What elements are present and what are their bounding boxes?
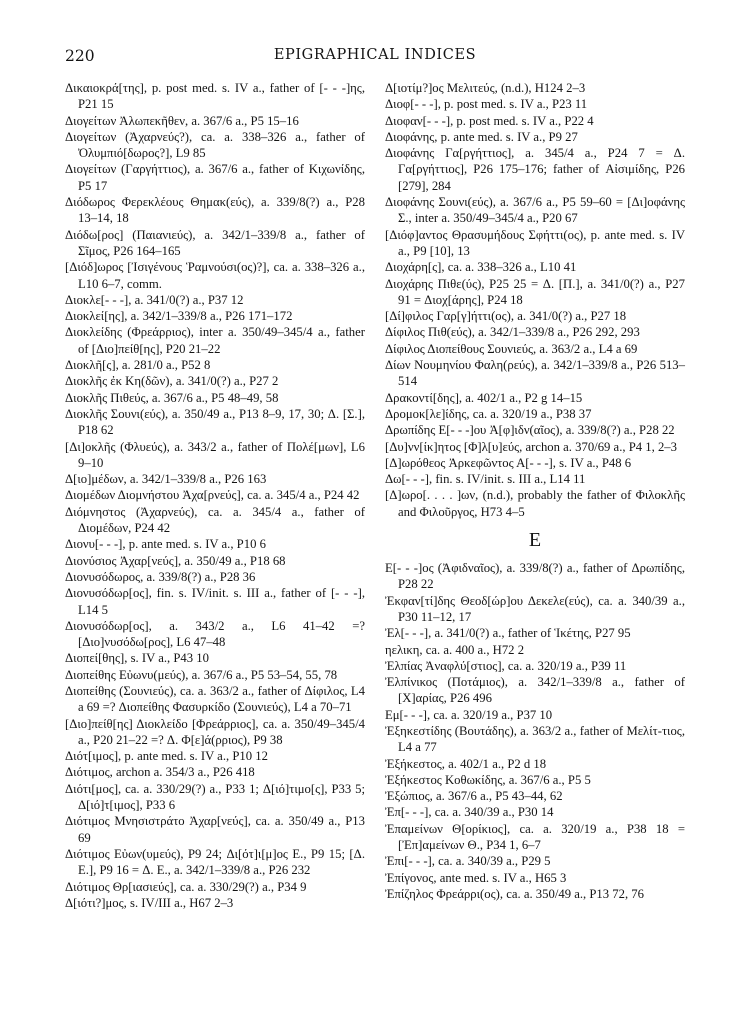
- index-entry: Διοκλῆς ἐκ Κη(δῶν), a. 341/0(?) a., P27 2: [65, 374, 279, 389]
- index-entry: Διοκλῆ[ς], a. 281/0 a., P52 8: [65, 358, 211, 373]
- right-column: [385, 80, 685, 902]
- index-entry: Διοπείθης (Σουνιεύς), ca. a. 363/2 a., father of Δίφιλος, L4 a 69 =? Διοπείθης Φασυρκίδο (Σουνιεύς), L4 a 70–71: [65, 683, 365, 715]
- index-entry: Διοκλεί[ης], a. 342/1–339/8 a., P26 171–172: [65, 309, 293, 324]
- index-entry: Διόδωρος Φερεκλέους Θημακ(εύς), a. 339/8(?) a., P28 13–14, 18: [65, 195, 365, 226]
- index-entry: Διονυσόδωρ[ος], a. 343/2 a., L6 41–42 =? [Διο]νυσόδω[ρος], L6 47–48: [65, 618, 365, 650]
- index-entry: [Δι]οκλῆς (Φλυεύς), a. 343/2 a., father of Πολέ[μων], L6 9–10: [65, 439, 365, 470]
- index-entry: Ἐλπίνικος (Ποτάμιος), a. 342/1–339/8 a., father of [Χ]αρίας, P26 496: [385, 675, 685, 706]
- index-entry: Διότιμος Εὐων(υμεύς), P9 24; Δι[ότ]ι[μ]ος Ε., P9 15; [Δ. Ε.], P9 16 = Δ. Ε., a. 342/1–339/8 a., P26 232: [65, 846, 365, 878]
- index-entry: Διονύσιος Ἀχαρ[νεύς], a. 350/49 a., P18 68: [65, 553, 286, 568]
- index-entry: Διογείτων (Γαργήττιος), a. 367/6 a., father of Κιχωνίδης, P5 17: [65, 162, 365, 193]
- index-entry: Εμ[- - -], ca. a. 320/19 a., P37 10: [385, 707, 553, 722]
- index-entry: Ἐπ[- - -], ca. a. 340/39 a., P30 14: [385, 805, 554, 820]
- index-entry: Ἐπίγονος, ante med. s. IV a., H65 3: [385, 870, 567, 885]
- index-entry: Διοχάρης Πιθε(ύς), P25 25 = Δ. [Π.], a. 341/0(?) a., P27 91 = Διοχ[άρης], P24 18: [385, 276, 685, 307]
- index-entry: Δ[ιότι?]μος, s. IV/III a., H67 2–3: [65, 895, 234, 910]
- index-entry: Δίφιλος Διοπείθους Σουνιεύς, a. 363/2 a., L4 a 69: [385, 341, 638, 356]
- index-entry: [Δί]φιλος Γαρ[γ]ήττι(ος), a. 341/0(?) a., P27 18: [385, 309, 627, 324]
- index-entry: [Διο]πείθ[ης] Διοκλείδο [Φρεάρριος], ca. a. 350/49–345/4 a., P20 21–22 =? Δ. Φ[ε]ά(ρριος), P9 38: [65, 716, 365, 747]
- index-entry: Διονυ[- - -], p. ante med. s. IV a., P10 6: [65, 537, 266, 552]
- running-head: EPIGRAPHICAL INDICES: [273, 47, 477, 63]
- index-entry: Δω[- - -], fin. s. IV/init. s. III a., L14 11: [385, 472, 586, 487]
- index-entry: [Δ]ωρο[. . . . ]ων, (n.d.), probably the father of Φιλοκλῆς and Φιλοῦργος, H73 4–5: [385, 488, 685, 519]
- index-entry: Δρομοκ[λε]ίδης, ca. a. 320/19 a., P38 37: [385, 406, 592, 421]
- index-entry: Ἐπίζηλος Φρεάρρι(ος), ca. a. 350/49 a., P13 72, 76: [385, 886, 644, 901]
- index-entry: Δρακοντί[δης], a. 402/1 a., P2 g 14–15: [385, 390, 583, 405]
- index-entry: Δικαιοκρά[της], p. post med. s. IV a., father of [- - -]ης, P21 15: [65, 81, 365, 112]
- index-entry: Διότιμος Μνησιστράτο Ἀχαρ[νεύς], ca. a. 350/49 a., P13 69: [65, 814, 365, 845]
- right-column-epsilon-entries: [385, 560, 685, 902]
- index-entry: Ἐλπίας Ἀναφλύ[στιος], ca. a. 320/19 a., P39 11: [385, 658, 627, 673]
- index-entry: Διονυσόδωρος, a. 339/8(?) a., P28 36: [65, 569, 256, 584]
- index-entry: [Δυ]νν[ίκ]ητος [Φ]λ[υ]εύς, archon a. 370/69 a., P4 1, 2–3: [385, 439, 677, 454]
- index-entry: Ἐλ[- - -], a. 341/0(?) a., father of Ἱκέτης, P27 95: [385, 626, 631, 641]
- index-entry: Διότιμος, archon a. 354/3 a., P26 418: [65, 765, 255, 780]
- index-entry: Ἐξήκεστος Κοθωκίδης, a. 367/6 a., P5 5: [385, 772, 591, 787]
- index-entry: Δίφιλος Πιθ(εύς), a. 342/1–339/8 a., P26 292, 293: [385, 325, 640, 340]
- index-entry: [Δ]ωρόθεος Ἀρκεφῶντος Α[- - -], s. IV a., P48 6: [385, 455, 632, 470]
- index-entry: Διοκλῆς Πιθεύς, a. 367/6 a., P5 48–49, 58: [65, 390, 279, 405]
- index-entry: Δρωπίδης Ε[- - -]ου Ἀ[φ]ιδν(αῖος), a. 339/8(?) a., P28 22: [385, 423, 675, 438]
- index-entry: Διοπεί[θης], s. IV a., P43 10: [65, 651, 209, 666]
- index-entry: Ἐπι[- - -], ca. a. 340/39 a., P29 5: [385, 854, 551, 869]
- index-entry: [Διόδ]ωρος [Ἰσιγένους Ῥαμνούσι(ος)?], ca. a. 338–326 a., L10 6–7, comm.: [65, 260, 365, 291]
- index-entry: Διοφάνης, p. ante med. s. IV a., P9 27: [385, 129, 578, 144]
- section-letter: E: [528, 529, 542, 552]
- index-entry: Ε[- - -]ος (Ἀφιδναῖος), a. 339/8(?) a., father of Δρωπίδης, P28 22: [385, 561, 685, 592]
- index-entry: Διόδω[ρος] (Παιανιεύς), a. 342/1–339/8 a., father of Σῖμος, P26 164–165: [65, 227, 365, 258]
- index-entry: ηελικη, ca. a. 400 a., H72 2: [385, 642, 525, 657]
- index-entry: Ἐκφαν[τί]δης Θεοδ[ώρ]ου Δεκελε(εύς), ca. a. 340/39 a., P30 11–12, 17: [385, 593, 685, 624]
- index-entry: Διοφαν[- - -], p. post med. s. IV a., P22 4: [385, 113, 594, 128]
- index-entry: Διότ[ιμος], p. ante med. s. IV a., P10 12: [65, 749, 268, 764]
- index-entry: Διότιμος Θρ[ιασιεύς], ca. a. 330/29(?) a., P34 9: [65, 879, 307, 894]
- page-header: [65, 47, 685, 71]
- index-entry: Διοπείθης Εὐωνυ(μεύς), a. 367/6 a., P5 53–54, 55, 78: [65, 667, 338, 682]
- index-entry: Διοκλε[- - -], a. 341/0(?) a., P37 12: [65, 292, 244, 307]
- index-entry: Ἐξηκεστίδης (Βουτάδης), a. 363/2 a., father of Μελίτ-τιος, L4 a 77: [385, 723, 685, 755]
- index-entry: [Διόφ]αντος Θρασυμήδους Σφήττι(ος), p. ante med. s. IV a., P9 [10], 13: [385, 227, 685, 258]
- index-entry: Διοφάνης Γα[ργήττιος], a. 345/4 a., P24 7 = Δ. Γα[ργήττιος], P26 175–176; father of Αἰσιμίδης, P26 [279], 284: [385, 146, 685, 193]
- left-column: [65, 80, 365, 911]
- index-entry: Διονυσόδωρ[ος], fin. s. IV/init. s. III a., father of [- - -], L14 5: [65, 586, 365, 617]
- index-entry: Διοχάρη[ς], ca. a. 338–326 a., L10 41: [385, 260, 577, 275]
- index-entry: Δ[ιοτίμ?]ος Μελιτεύς, (n.d.), H124 2–3: [385, 81, 586, 95]
- page-number: 220: [65, 47, 95, 65]
- index-entry: Ἐπαμείνων Θ[ορίκιος], ca. a. 320/19 a., P38 18 = [Ἐπ]αμείνων Θ., P34 1, 6–7: [385, 821, 685, 853]
- index-entry: Ἐξώπιος, a. 367/6 a., P5 43–44, 62: [385, 789, 563, 804]
- index-entry: Διότι[μος], ca. a. 330/29(?) a., P33 1; Δ[ιό]τιμο[ς], P33 5; Δ[ιό]τ[ιμος], P33 6: [65, 781, 365, 813]
- index-entry: Δ[ιο]μέδων, a. 342/1–339/8 a., P26 163: [65, 472, 267, 487]
- index-entry: Διοφ[- - -], p. post med. s. IV a., P23 11: [385, 97, 588, 112]
- index-entry: Διοκλῆς Σουνι(εύς), a. 350/49 a., P13 8–9, 17, 30; Δ. [Σ.], P18 62: [65, 406, 365, 438]
- index-entry: Διογείτων (Ἀχαρνεύς?), ca. a. 338–326 a., father of Ὀλυμπιό[δωρος?], L9 85: [65, 129, 365, 161]
- index-entry: Διόμνηστος (Ἀχαρνεύς), ca. a. 345/4 a., father of Διομέδων, P24 42: [65, 504, 365, 536]
- index-entry: Ἐξήκεστος, a. 402/1 a., P2 d 18: [385, 756, 547, 771]
- index-entry: Διογείτων Ἀλωπεκῆθεν, a. 367/6 a., P5 15–16: [65, 113, 299, 128]
- right-column-delta-entries: [385, 80, 685, 520]
- index-entry: Διοκλείδης (Φρεάρριος), inter a. 350/49–345/4 a., father of [Διο]πείθ[ης], P20 21–22: [65, 325, 365, 356]
- index-entry: Δίων Νουμηνίου Φαλη(ρεύς), a. 342/1–339/8 a., P26 513–514: [385, 358, 685, 389]
- index-entry: Διομέδων Διομνήστου Ἀχα[ρνεύς], ca. a. 345/4 a., P24 42: [65, 488, 360, 503]
- index-entry: Διοφάνης Σουνι(εύς), a. 367/6 a., P5 59–60 = [Δι]οφάνης Σ., inter a. 350/49–345/4 a., P20 67: [385, 195, 685, 226]
